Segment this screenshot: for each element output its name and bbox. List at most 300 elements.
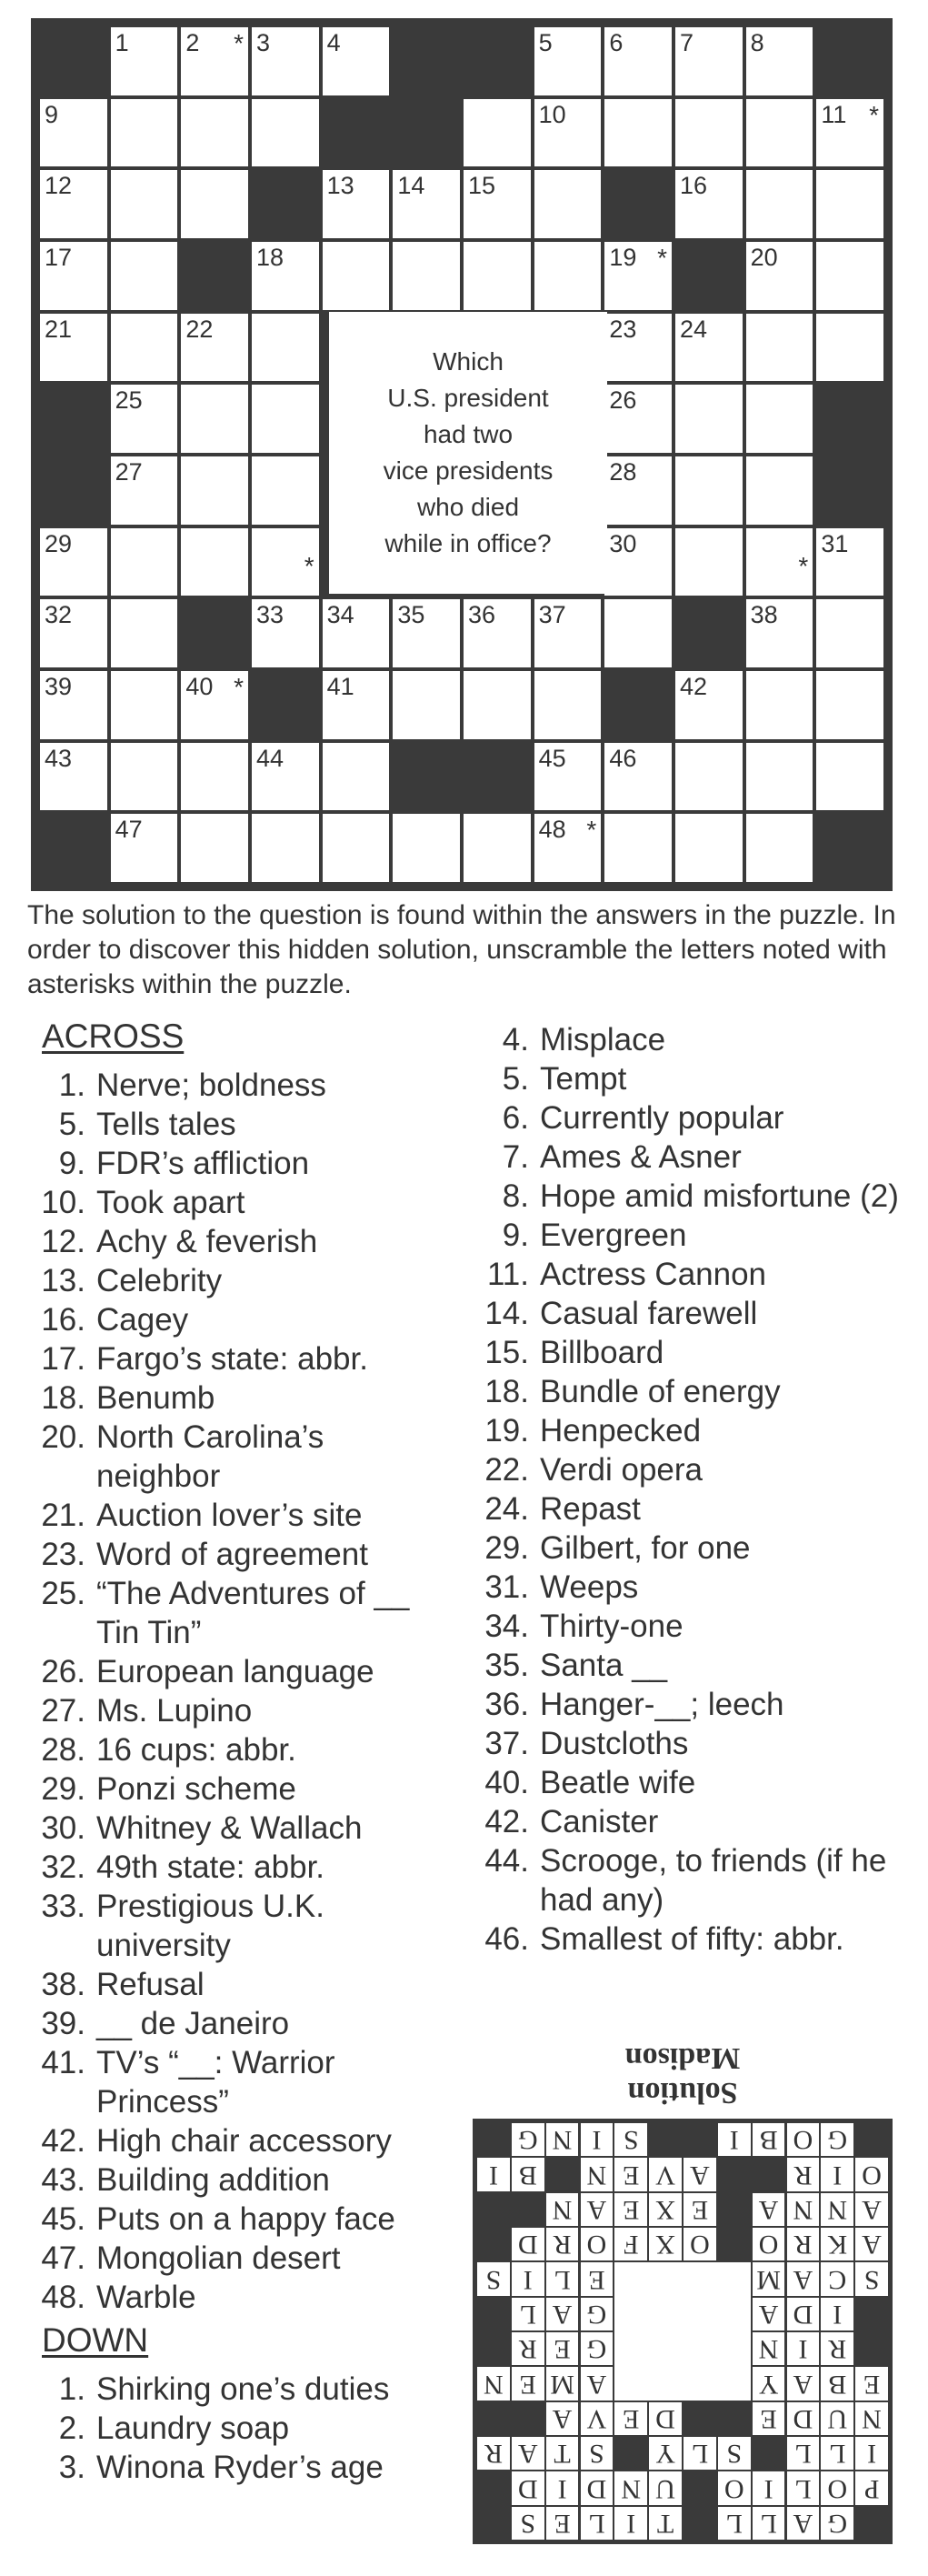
solution-cell: I bbox=[512, 2262, 544, 2295]
clue-number: 44. bbox=[484, 1843, 529, 1879]
solution-cell: E bbox=[614, 2193, 647, 2226]
clue-number: 2. bbox=[58, 2411, 85, 2446]
clue-number: 20. bbox=[41, 1419, 85, 1455]
cell-number: 33 bbox=[256, 601, 284, 629]
grid-cell bbox=[181, 314, 248, 382]
clue-number: 13. bbox=[41, 1263, 85, 1298]
clue-number: 22. bbox=[484, 1452, 529, 1488]
cell-number: 1 bbox=[115, 29, 129, 56]
grid-cell bbox=[464, 170, 531, 238]
grid-cell bbox=[534, 599, 602, 667]
grid-cell bbox=[181, 743, 248, 811]
grid-cell bbox=[816, 314, 883, 382]
clue-number: 42. bbox=[41, 2123, 85, 2159]
grid-cell bbox=[111, 385, 178, 453]
grid-cell bbox=[604, 528, 672, 596]
solution-cell: I bbox=[821, 2158, 853, 2190]
solution-cell: G bbox=[581, 2298, 614, 2330]
solution-cell: T bbox=[649, 2507, 682, 2540]
asterisk-marker: * bbox=[586, 816, 597, 845]
clue-text: Warble bbox=[96, 2280, 196, 2315]
clue-text: Ms. Lupino bbox=[96, 1693, 253, 1729]
grid-cell bbox=[111, 599, 178, 667]
grid-cell bbox=[464, 814, 531, 882]
clue-item bbox=[29, 2160, 456, 2200]
question-line: Which bbox=[433, 347, 504, 376]
solution-cell: D bbox=[512, 2228, 544, 2260]
question-line: had two bbox=[423, 420, 514, 448]
solution-cell: O bbox=[855, 2158, 888, 2190]
grid-cell bbox=[746, 170, 813, 238]
solution-cell: I bbox=[581, 2123, 614, 2156]
clue-number: 1. bbox=[58, 1067, 85, 1103]
cell-number: 28 bbox=[609, 458, 637, 486]
clue-item bbox=[473, 1841, 909, 1919]
cell-number: 8 bbox=[750, 29, 764, 56]
solution-cell: A bbox=[581, 2367, 614, 2400]
solution-cell: A bbox=[787, 2262, 820, 2295]
grid-cell bbox=[746, 27, 813, 95]
clue-number: 7. bbox=[502, 1139, 529, 1175]
clue-text: Winona Ryder’s age bbox=[96, 2450, 384, 2485]
clue-text: “The Adventures of __ Tin Tin” bbox=[96, 1576, 410, 1650]
cell-number: 32 bbox=[45, 601, 73, 629]
grid-cell bbox=[534, 170, 602, 238]
clue-number: 28. bbox=[41, 1732, 85, 1768]
clue-number: 41. bbox=[41, 2045, 85, 2080]
grid-cell bbox=[534, 814, 602, 882]
solution-cell: A bbox=[855, 2193, 888, 2226]
solution-cell: N bbox=[821, 2193, 853, 2226]
grid-cell bbox=[181, 456, 248, 525]
grid-cell bbox=[111, 814, 178, 882]
clue-text: Shirking one’s duties bbox=[96, 2371, 390, 2407]
clue-item bbox=[29, 1730, 456, 1769]
clue-number: 16. bbox=[41, 1302, 85, 1338]
grid-cell bbox=[816, 99, 883, 167]
clue-item bbox=[29, 2409, 456, 2448]
grid-cell bbox=[604, 385, 672, 453]
clue-item bbox=[473, 1450, 909, 1489]
clue-item bbox=[29, 1652, 456, 1691]
clue-item bbox=[29, 2370, 456, 2409]
asterisk-marker: * bbox=[234, 673, 244, 701]
solution-cell: I bbox=[821, 2298, 853, 2330]
clue-item bbox=[29, 1574, 456, 1652]
cell-number: 23 bbox=[609, 315, 637, 343]
grid-cell bbox=[675, 456, 743, 525]
clue-item bbox=[29, 1378, 456, 1418]
grid-cell bbox=[393, 814, 460, 882]
grid-cell bbox=[111, 170, 178, 238]
solution-cell: E bbox=[753, 2402, 785, 2435]
grid-cell bbox=[111, 743, 178, 811]
grid-cell bbox=[181, 170, 248, 238]
solution-cell: S bbox=[581, 2437, 614, 2470]
solution-cell: B bbox=[821, 2367, 853, 2400]
clue-item bbox=[29, 1144, 456, 1183]
clue-number: 9. bbox=[502, 1218, 529, 1253]
grid-cell bbox=[111, 528, 178, 596]
grid-cell bbox=[604, 814, 672, 882]
puzzle-question bbox=[329, 312, 607, 594]
solution-cell: I bbox=[718, 2123, 751, 2156]
grid-cell bbox=[675, 99, 743, 167]
solution-cell: L bbox=[546, 2262, 579, 2295]
asterisk-marker: * bbox=[798, 552, 809, 581]
clue-item bbox=[473, 1724, 909, 1763]
cell-number: 37 bbox=[538, 601, 566, 629]
cell-number: 38 bbox=[750, 601, 778, 629]
clue-text: Took apart bbox=[96, 1185, 245, 1220]
asterisk-marker: * bbox=[869, 100, 879, 129]
solution-cell: E bbox=[614, 2158, 647, 2190]
solution-cell: B bbox=[512, 2158, 544, 2190]
clue-text: 16 cups: abbr. bbox=[96, 1732, 296, 1768]
clue-text: Celebrity bbox=[96, 1263, 223, 1298]
grid-cell bbox=[675, 671, 743, 739]
clue-item bbox=[473, 1802, 909, 1841]
cell-number: 2 bbox=[185, 29, 200, 56]
grid-cell bbox=[746, 242, 813, 310]
solution-cell: N bbox=[753, 2332, 785, 2365]
solution-cell: U bbox=[649, 2471, 682, 2504]
grid-cell bbox=[675, 314, 743, 382]
grid-cell bbox=[604, 27, 672, 95]
clue-number: 25. bbox=[41, 1576, 85, 1611]
solution-cell: N bbox=[787, 2193, 820, 2226]
solution-cell: D bbox=[581, 2471, 614, 2504]
solution-cell: B bbox=[753, 2123, 785, 2156]
grid-cell bbox=[111, 99, 178, 167]
grid-cell bbox=[111, 27, 178, 95]
grid-cell bbox=[534, 27, 602, 95]
grid-cell bbox=[181, 99, 248, 167]
clue-text: Fargo’s state: abbr. bbox=[96, 1341, 368, 1377]
clue-item bbox=[473, 1216, 909, 1255]
solution-cell: F bbox=[614, 2228, 647, 2260]
grid-cell bbox=[816, 528, 883, 596]
clue-number: 5. bbox=[58, 1107, 85, 1142]
clue-number: 47. bbox=[41, 2240, 85, 2276]
solution-cell: A bbox=[787, 2367, 820, 2400]
clue-number: 10. bbox=[41, 1185, 85, 1220]
grid-cell bbox=[746, 385, 813, 453]
cell-number: 48 bbox=[538, 816, 566, 844]
clue-item bbox=[29, 1848, 456, 1887]
clue-item bbox=[473, 1685, 909, 1724]
solution-cell: X bbox=[649, 2228, 682, 2260]
clue-text: Bundle of energy bbox=[540, 1374, 781, 1409]
clue-number: 29. bbox=[41, 1771, 85, 1807]
clue-text: Scrooge, to friends (if he had any) bbox=[540, 1843, 887, 1918]
solution-cell: E bbox=[614, 2402, 647, 2435]
clue-text: 49th state: abbr. bbox=[96, 1849, 325, 1885]
solution-cell: L bbox=[684, 2437, 716, 2470]
solution-cell: S bbox=[855, 2262, 888, 2295]
clue-text: TV’s “__: Warrior Princess” bbox=[96, 2045, 335, 2120]
solution-cell: U bbox=[821, 2402, 853, 2435]
solution-cell: N bbox=[855, 2402, 888, 2435]
grid-cell bbox=[111, 242, 178, 310]
clue-text: Dustcloths bbox=[540, 1726, 689, 1761]
clue-text: Word of agreement bbox=[96, 1537, 368, 1572]
clue-item bbox=[473, 1919, 909, 1959]
solution-cell: A bbox=[581, 2193, 614, 2226]
solution-cell: G bbox=[512, 2123, 544, 2156]
cell-number: 4 bbox=[326, 29, 341, 56]
solution-cell: R bbox=[787, 2228, 820, 2260]
clue-item bbox=[473, 1138, 909, 1177]
clue-item bbox=[473, 1607, 909, 1646]
grid-cell bbox=[464, 99, 531, 167]
grid-cell bbox=[393, 599, 460, 667]
asterisk-marker: * bbox=[657, 244, 667, 272]
clue-text: Beatle wife bbox=[540, 1765, 696, 1800]
solution-cell: C bbox=[821, 2262, 853, 2295]
solution-cell: E bbox=[581, 2262, 614, 2295]
solution-cell: I bbox=[855, 2437, 888, 2470]
grid-cell bbox=[323, 814, 390, 882]
solution-cell: G bbox=[821, 2507, 853, 2540]
grid-cell bbox=[181, 27, 248, 95]
solution-cell: Y bbox=[753, 2367, 785, 2400]
grid-cell bbox=[746, 671, 813, 739]
clue-text: Ames & Asner bbox=[540, 1139, 742, 1175]
solution-cell: V bbox=[649, 2158, 682, 2190]
solution-cell: N bbox=[614, 2471, 647, 2504]
clue-number: 4. bbox=[502, 1022, 529, 1057]
grid-cell bbox=[534, 99, 602, 167]
solution-cell: E bbox=[512, 2367, 544, 2400]
solution-cell: S bbox=[718, 2437, 751, 2470]
clue-text: Repast bbox=[540, 1491, 641, 1527]
clue-number: 31. bbox=[484, 1569, 529, 1605]
clue-item bbox=[29, 2278, 456, 2317]
solution-cell: L bbox=[787, 2471, 820, 2504]
clue-number: 17. bbox=[41, 1341, 85, 1377]
grid-cell bbox=[746, 599, 813, 667]
clue-text: Laundry soap bbox=[96, 2411, 290, 2446]
grid-cell bbox=[252, 528, 319, 596]
solution-cell: G bbox=[581, 2332, 614, 2365]
grid-cell bbox=[746, 99, 813, 167]
solution-cell: E bbox=[546, 2507, 579, 2540]
clue-number: 11. bbox=[486, 1257, 529, 1292]
clue-number: 43. bbox=[41, 2162, 85, 2198]
clue-item bbox=[473, 1255, 909, 1294]
grid-cell bbox=[675, 170, 743, 238]
solution-cell: O bbox=[753, 2228, 785, 2260]
clue-number: 37. bbox=[484, 1726, 529, 1761]
solution-cell: A bbox=[546, 2402, 579, 2435]
clue-item bbox=[473, 1489, 909, 1529]
cell-number: 3 bbox=[256, 29, 271, 56]
solution-box bbox=[473, 2037, 893, 2546]
cell-number: 11 bbox=[821, 100, 847, 128]
grid-cell bbox=[252, 743, 319, 811]
clue-item bbox=[473, 1568, 909, 1607]
solution-cell: S bbox=[614, 2123, 647, 2156]
clue-number: 30. bbox=[41, 1810, 85, 1846]
clue-text: Santa __ bbox=[540, 1648, 668, 1683]
clue-item bbox=[29, 2200, 456, 2239]
across-heading: ACROSS bbox=[42, 1017, 185, 1055]
clue-number: 18. bbox=[484, 1374, 529, 1409]
grid-cell bbox=[111, 671, 178, 739]
clue-number: 6. bbox=[502, 1100, 529, 1136]
question-line: U.S. president bbox=[387, 384, 549, 412]
solution-cell: P bbox=[855, 2471, 888, 2504]
solution-cell: O bbox=[718, 2471, 751, 2504]
solution-cell: L bbox=[787, 2437, 820, 2470]
clue-number: 29. bbox=[484, 1530, 529, 1566]
clues-left-column bbox=[29, 1017, 456, 2487]
clue-text: Casual farewell bbox=[540, 1296, 758, 1331]
clue-number: 38. bbox=[41, 1967, 85, 2002]
clue-item bbox=[29, 1769, 456, 1809]
cell-number: 20 bbox=[750, 244, 778, 271]
clue-number: 9. bbox=[58, 1146, 85, 1181]
cell-number: 12 bbox=[45, 172, 73, 200]
grid-cell bbox=[604, 99, 672, 167]
grid-cell bbox=[604, 599, 672, 667]
grid-cell bbox=[181, 814, 248, 882]
clue-text: Refusal bbox=[96, 1967, 205, 2002]
clue-text: Smallest of fifty: abbr. bbox=[540, 1921, 844, 1957]
cell-number: 39 bbox=[45, 673, 73, 700]
cell-number: 5 bbox=[538, 29, 553, 56]
clue-text: Auction lover’s site bbox=[96, 1498, 363, 1533]
cell-number: 29 bbox=[45, 529, 73, 557]
grid-cell bbox=[746, 528, 813, 596]
clue-text: Henpecked bbox=[540, 1413, 702, 1448]
solution-cell: I bbox=[787, 2332, 820, 2365]
clue-item bbox=[473, 1646, 909, 1685]
clue-number: 15. bbox=[484, 1335, 529, 1370]
clue-number: 36. bbox=[484, 1687, 529, 1722]
solution-cell: S bbox=[477, 2262, 510, 2295]
clue-text: Cagey bbox=[96, 1302, 189, 1338]
grid-cell bbox=[604, 314, 672, 382]
grid-cell bbox=[746, 814, 813, 882]
clue-text: __ de Janeiro bbox=[96, 2006, 290, 2041]
solution-cell: R bbox=[787, 2158, 820, 2190]
solution-cell: L bbox=[821, 2437, 853, 2470]
cell-number: 43 bbox=[45, 744, 73, 772]
grid-cell bbox=[252, 99, 319, 167]
grid-cell bbox=[746, 314, 813, 382]
clue-text: Actress Cannon bbox=[540, 1257, 767, 1292]
solution-cell: N bbox=[581, 2158, 614, 2190]
cell-number: 40 bbox=[185, 673, 214, 700]
solution-grid bbox=[473, 2119, 893, 2544]
solution-cell: L bbox=[581, 2507, 614, 2540]
clue-item bbox=[473, 1529, 909, 1568]
solution-cell: L bbox=[512, 2298, 544, 2330]
cell-number: 9 bbox=[45, 100, 59, 128]
cell-number: 44 bbox=[256, 744, 284, 772]
solution-cell: R bbox=[512, 2332, 544, 2365]
solution-cell: Y bbox=[649, 2437, 682, 2470]
clue-number: 26. bbox=[41, 1654, 85, 1689]
clue-text: Mongolian desert bbox=[96, 2240, 341, 2276]
clue-item bbox=[473, 1177, 909, 1216]
solution-cell: S bbox=[512, 2507, 544, 2540]
clue-number: 33. bbox=[41, 1889, 85, 1924]
grid-cell bbox=[675, 385, 743, 453]
solution-cell: I bbox=[477, 2158, 510, 2190]
clue-text: Gilbert, for one bbox=[540, 1530, 751, 1566]
clue-number: 35. bbox=[484, 1648, 529, 1683]
solution-title-line: Solution bbox=[627, 2076, 738, 2110]
grid-cell bbox=[181, 671, 248, 739]
grid-cell bbox=[393, 170, 460, 238]
clue-number: 32. bbox=[41, 1849, 85, 1885]
solution-cell: G bbox=[821, 2123, 853, 2156]
clue-item bbox=[29, 1066, 456, 1105]
clue-item bbox=[29, 1809, 456, 1848]
solution-cell: A bbox=[753, 2193, 785, 2226]
grid-cell bbox=[323, 170, 390, 238]
clue-text: Misplace bbox=[540, 1022, 666, 1057]
clue-item bbox=[29, 2043, 456, 2121]
solution-cell: A bbox=[546, 2298, 579, 2330]
grid-cell bbox=[816, 671, 883, 739]
grid-cell bbox=[816, 170, 883, 238]
clue-text: North Carolina’s neighbor bbox=[96, 1419, 324, 1494]
cell-number: 22 bbox=[185, 315, 214, 343]
grid-cell bbox=[40, 671, 107, 739]
clue-item bbox=[29, 2121, 456, 2160]
cell-number: 45 bbox=[538, 744, 566, 772]
solution-cell: R bbox=[477, 2437, 510, 2470]
solution-cell: D bbox=[512, 2471, 544, 2504]
grid-cell bbox=[604, 242, 672, 310]
grid-cell bbox=[40, 743, 107, 811]
grid-cell bbox=[464, 599, 531, 667]
cell-number: 17 bbox=[45, 244, 73, 271]
grid-cell bbox=[393, 242, 460, 310]
clue-number: 21. bbox=[41, 1498, 85, 1533]
clue-number: 24. bbox=[484, 1491, 529, 1527]
grid-cell bbox=[40, 599, 107, 667]
clue-text: Puts on a happy face bbox=[96, 2201, 395, 2237]
clue-item bbox=[29, 2448, 456, 2487]
solution-cell: I bbox=[614, 2507, 647, 2540]
clue-text: Hope amid misfortune (2) bbox=[540, 1178, 899, 1214]
clue-text: European language bbox=[96, 1654, 374, 1689]
grid-cell bbox=[40, 99, 107, 167]
clue-item bbox=[473, 1020, 909, 1059]
grid-cell bbox=[746, 743, 813, 811]
grid-cell bbox=[252, 242, 319, 310]
solution-cell: A bbox=[753, 2298, 785, 2330]
cell-number: 10 bbox=[538, 100, 566, 128]
clue-item bbox=[473, 1098, 909, 1138]
cell-number: 16 bbox=[680, 172, 708, 200]
grid-cell bbox=[534, 242, 602, 310]
solution-cell: A bbox=[787, 2507, 820, 2540]
solution-cell: R bbox=[821, 2332, 853, 2365]
cell-number: 14 bbox=[397, 172, 425, 200]
clue-text: Tells tales bbox=[96, 1107, 236, 1142]
grid-cell bbox=[323, 671, 390, 739]
cell-number: 18 bbox=[256, 244, 284, 271]
solution-cell: O bbox=[821, 2471, 853, 2504]
solution-cell: M bbox=[753, 2262, 785, 2295]
solution-cell: E bbox=[546, 2332, 579, 2365]
